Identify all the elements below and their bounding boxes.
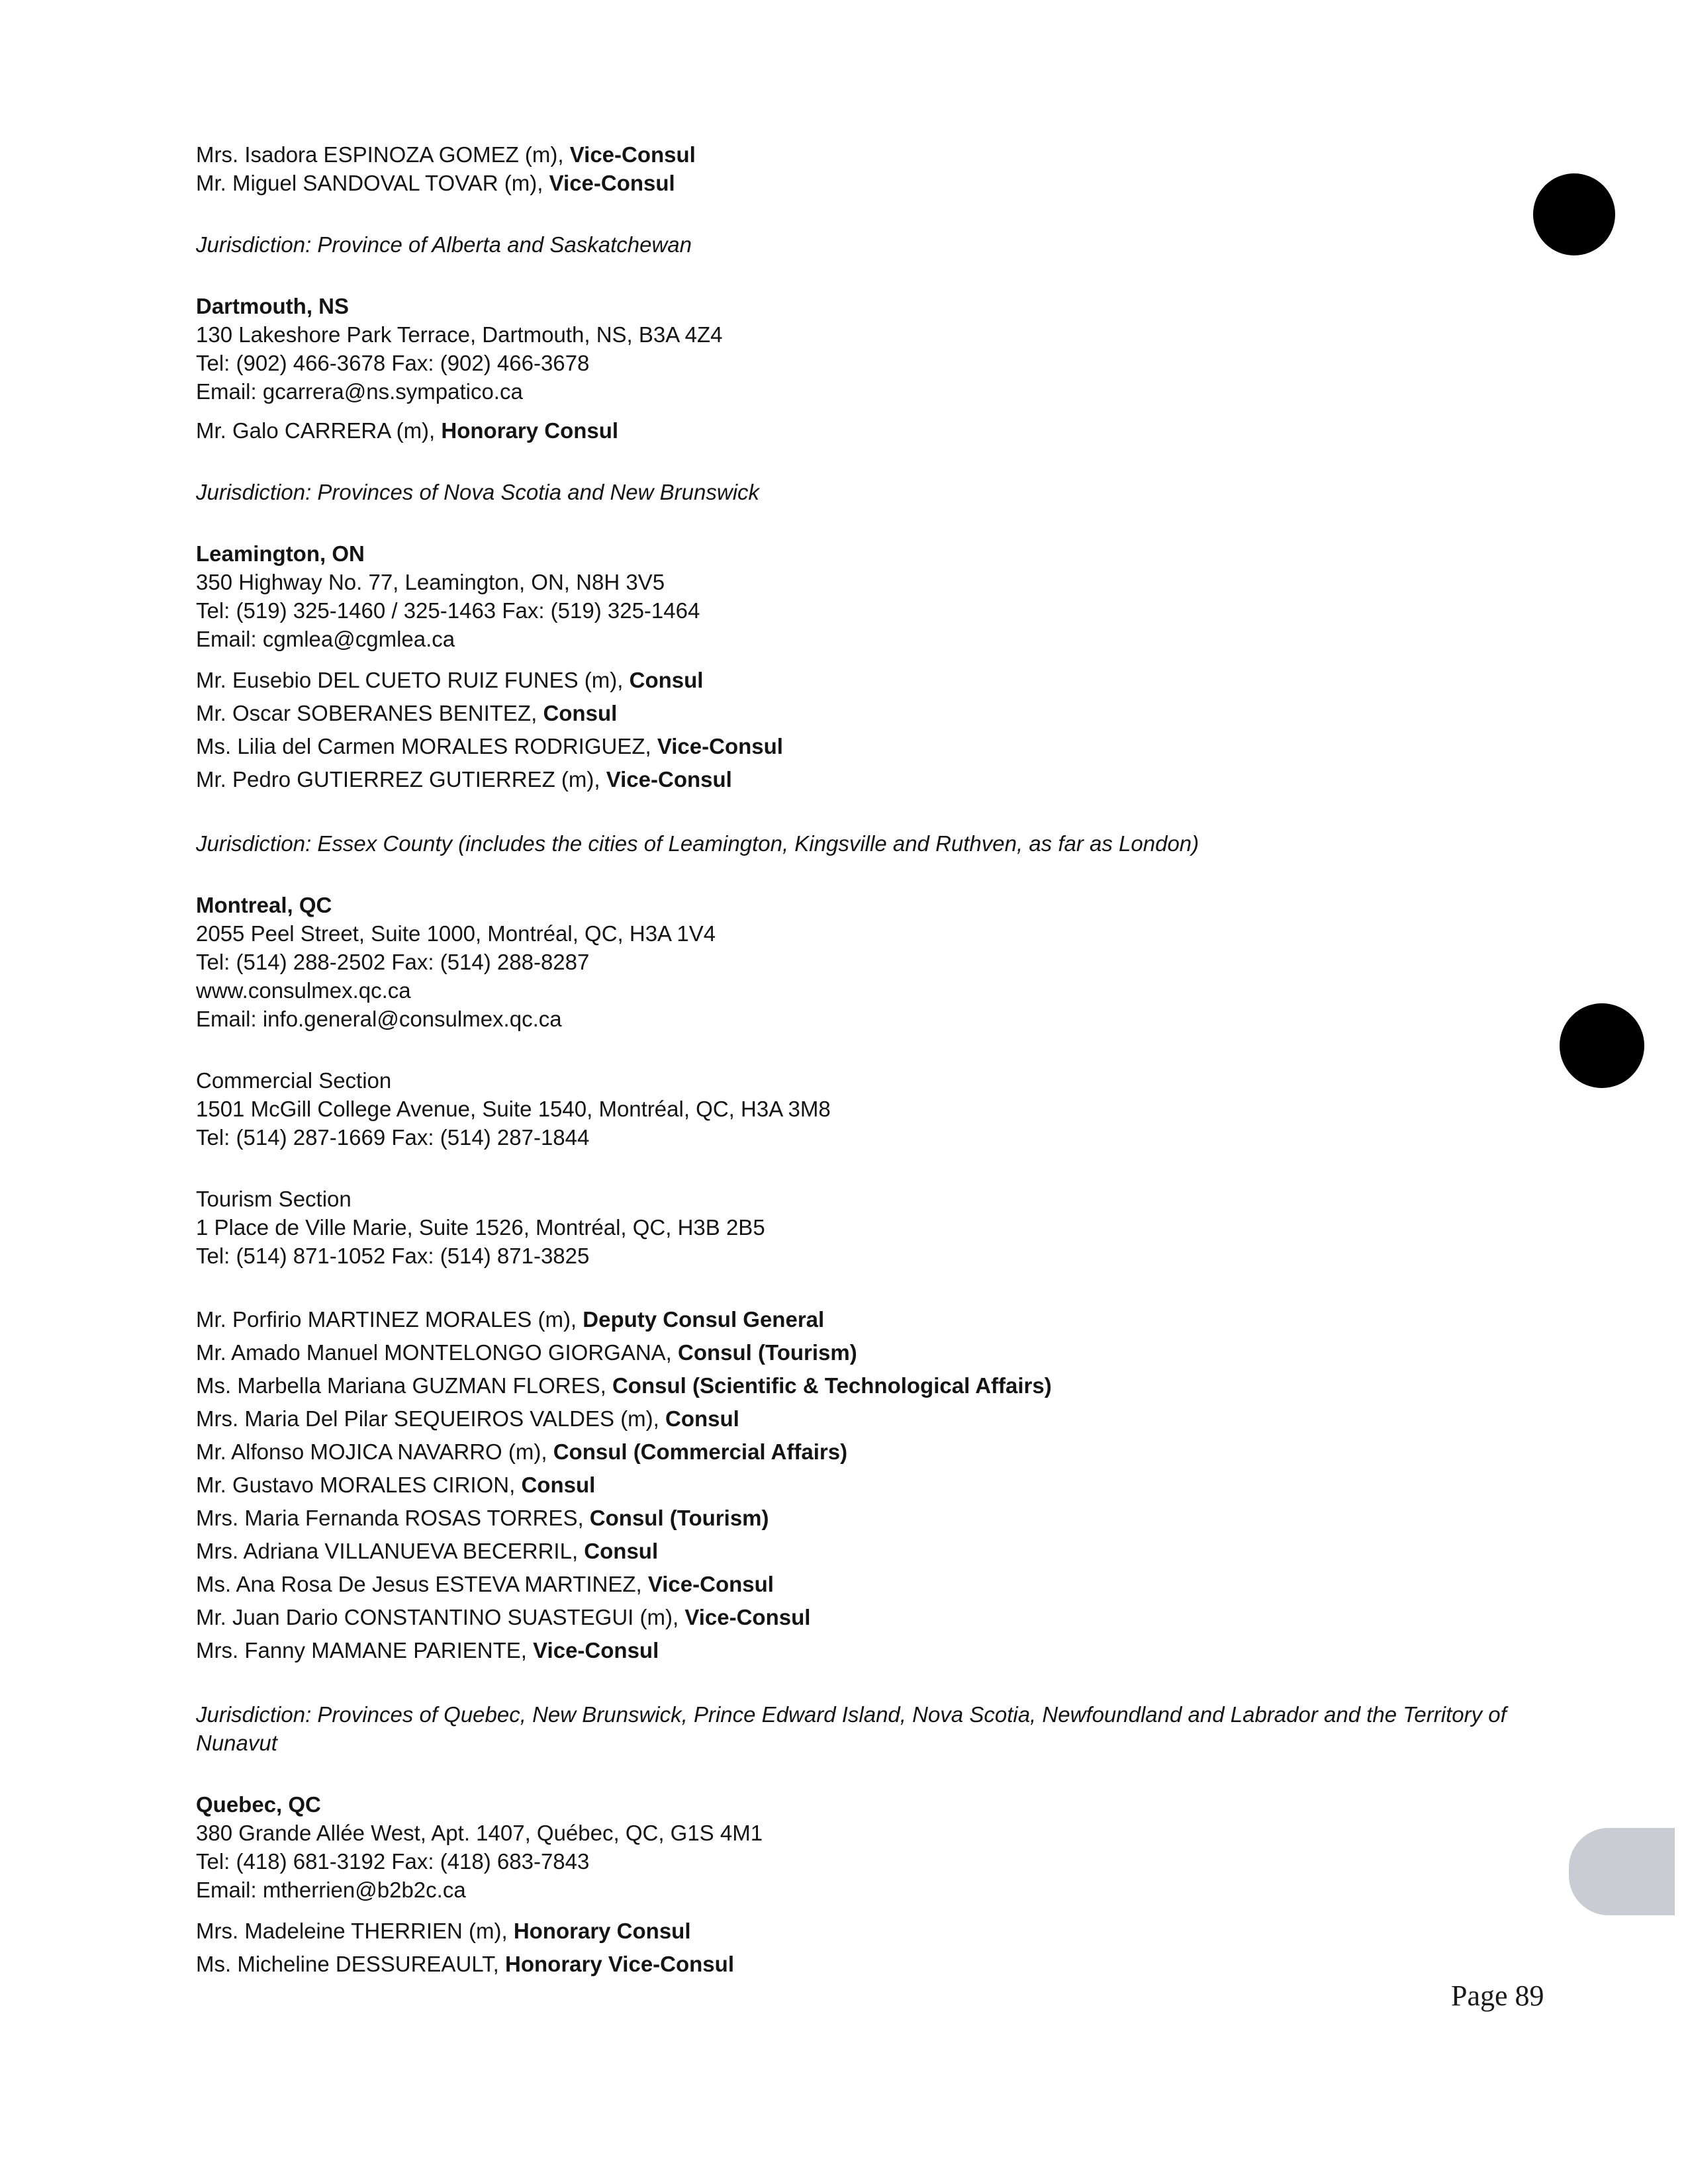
binder-hole-top (1533, 173, 1615, 255)
person-name: Mr. Eusebio DEL CUETO RUIZ FUNES (m), (196, 668, 630, 692)
person-title: Vice-Consul (657, 734, 783, 758)
address-line: 130 Lakeshore Park Terrace, Dartmouth, NS, B3A 4Z4 (196, 322, 723, 347)
person-title: Vice-Consul (606, 767, 732, 792)
tourism-section-label: Tourism Section (196, 1187, 352, 1211)
person-title: Consul (Tourism) (678, 1340, 857, 1365)
section-heading-dartmouth: Dartmouth, NS (196, 294, 349, 318)
person-name: Mr. Porfirio MARTINEZ MORALES (m), (196, 1307, 583, 1332)
person-entry (196, 1634, 1533, 1667)
person-title: Vice-Consul (549, 171, 675, 195)
section-heading-montreal: Montreal, QC (196, 893, 332, 917)
address-line: 1 Place de Ville Marie, Suite 1526, Montréal, QC, H3B 2B5 (196, 1215, 765, 1240)
section-heading-leamington: Leamington, ON (196, 541, 365, 566)
person-entry (196, 416, 1533, 445)
address-line: 2055 Peel Street, Suite 1000, Montréal, QC, H3A 1V4 (196, 921, 716, 946)
email-line: Email: cgmlea@cgmlea.ca (196, 627, 455, 651)
index-tab (1569, 1828, 1675, 1915)
person-entry (196, 1601, 1533, 1634)
person-name: Mrs. Adriana VILLANUEVA BECERRIL, (196, 1539, 585, 1563)
person-title: Consul (Scientific & Technological Affairs) (612, 1373, 1052, 1398)
person-entry (196, 1435, 1533, 1469)
person-name: Ms. Ana Rosa De Jesus ESTEVA MARTINEZ, (196, 1572, 648, 1596)
person-entry (196, 1369, 1533, 1402)
person-entry (196, 140, 1533, 169)
person-entry (196, 763, 1533, 796)
person-entry (196, 1303, 1533, 1336)
person-title: Vice-Consul (533, 1638, 659, 1662)
person-name: Mr. Miguel SANDOVAL TOVAR (m), (196, 171, 549, 195)
person-entry (196, 730, 1533, 763)
person-title: Vice-Consul (684, 1605, 811, 1629)
person-title: Consul (665, 1406, 739, 1431)
consulate-listing (196, 140, 1533, 1981)
address-line: 380 Grande Allée West, Apt. 1407, Québec, QC, G1S 4M1 (196, 1821, 763, 1845)
person-title: Vice-Consul (569, 142, 696, 167)
person-entry (196, 664, 1533, 697)
tel-fax-line: Tel: (514) 288-2502 Fax: (514) 288-8287 (196, 950, 590, 974)
person-name: Mrs. Fanny MAMANE PARIENTE, (196, 1638, 534, 1662)
person-name: Mrs. Maria Del Pilar SEQUEIROS VALDES (m), (196, 1406, 666, 1431)
address-line: 1501 McGill College Avenue, Suite 1540, Montréal, QC, H3A 3M8 (196, 1097, 831, 1121)
email-line: Email: info.general@consulmex.qc.ca (196, 1007, 562, 1031)
person-entry (196, 1915, 1533, 1948)
person-title: Consul (521, 1473, 596, 1497)
person-name: Mr. Juan Dario CONSTANTINO SUASTEGUI (m), (196, 1605, 685, 1629)
person-name: Ms. Marbella Mariana GUZMAN FLORES, (196, 1373, 612, 1398)
address-line: 350 Highway No. 77, Leamington, ON, N8H 3V5 (196, 570, 665, 594)
binder-hole-middle (1560, 1003, 1644, 1088)
section-heading-quebec: Quebec, QC (196, 1792, 321, 1817)
person-title: Consul (Commercial Affairs) (553, 1439, 848, 1464)
person-name: Ms. Lilia del Carmen MORALES RODRIGUEZ, (196, 734, 657, 758)
person-name: Mr. Alfonso MOJICA NAVARRO (m), (196, 1439, 553, 1464)
person-entry (196, 169, 1533, 197)
person-entry (196, 1535, 1533, 1568)
person-entry (196, 1502, 1533, 1535)
tel-fax-line: Tel: (514) 871-1052 Fax: (514) 871-3825 (196, 1244, 590, 1268)
person-entry (196, 1336, 1533, 1369)
person-title: Honorary Consul (441, 418, 619, 443)
person-entry (196, 1568, 1533, 1601)
person-name: Mr. Gustavo MORALES CIRION, (196, 1473, 522, 1497)
tel-fax-line: Tel: (519) 325-1460 / 325-1463 Fax: (519) 325-1464 (196, 598, 700, 623)
person-entry (196, 1948, 1533, 1981)
person-name: Mrs. Maria Fernanda ROSAS TORRES, (196, 1506, 590, 1530)
person-name: Mr. Pedro GUTIERREZ GUTIERREZ (m), (196, 767, 606, 792)
person-title: Honorary Consul (513, 1919, 691, 1943)
jurisdiction-text: Jurisdiction: Provinces of Quebec, New Brunswick, Prince Edward Island, Nova Scotia, Newfoundland and Labrador and the Territory of Nunavut (196, 1702, 1507, 1755)
jurisdiction-text: Jurisdiction: Provinces of Nova Scotia and New Brunswick (196, 480, 760, 504)
person-entry (196, 1469, 1533, 1502)
website-line: www.consulmex.qc.ca (196, 978, 411, 1003)
person-title: Deputy Consul General (583, 1307, 825, 1332)
person-title: Consul (Tourism) (589, 1506, 769, 1530)
person-title: Honorary Vice-Consul (505, 1952, 734, 1976)
person-entry (196, 697, 1533, 730)
jurisdiction-text: Jurisdiction: Province of Alberta and Saskatchewan (196, 232, 692, 257)
person-title: Vice-Consul (647, 1572, 774, 1596)
person-name: Ms. Micheline DESSUREAULT, (196, 1952, 506, 1976)
jurisdiction-text: Jurisdiction: Essex County (includes the cities of Leamington, Kingsville and Ruthven, as far as London) (196, 831, 1199, 856)
email-line: Email: gcarrera@ns.sympatico.ca (196, 379, 523, 404)
commercial-section-label: Commercial Section (196, 1068, 392, 1093)
person-name: Mrs. Isadora ESPINOZA GOMEZ (m), (196, 142, 570, 167)
person-title: Consul (543, 701, 618, 725)
tel-fax-line: Tel: (418) 681-3192 Fax: (418) 683-7843 (196, 1849, 590, 1874)
person-title: Consul (629, 668, 704, 692)
person-entry (196, 1402, 1533, 1435)
person-name: Mr. Amado Manuel MONTELONGO GIORGANA, (196, 1340, 679, 1365)
email-line: Email: mtherrien@b2b2c.ca (196, 1878, 466, 1902)
person-name: Mr. Oscar SOBERANES BENITEZ, (196, 701, 543, 725)
person-title: Consul (584, 1539, 659, 1563)
person-name: Mr. Galo CARRERA (m), (196, 418, 442, 443)
tel-fax-line: Tel: (514) 287-1669 Fax: (514) 287-1844 (196, 1125, 590, 1150)
tel-fax-line: Tel: (902) 466-3678 Fax: (902) 466-3678 (196, 351, 590, 375)
person-name: Mrs. Madeleine THERRIEN (m), (196, 1919, 514, 1943)
page-number: Page 89 (1451, 1979, 1544, 2012)
